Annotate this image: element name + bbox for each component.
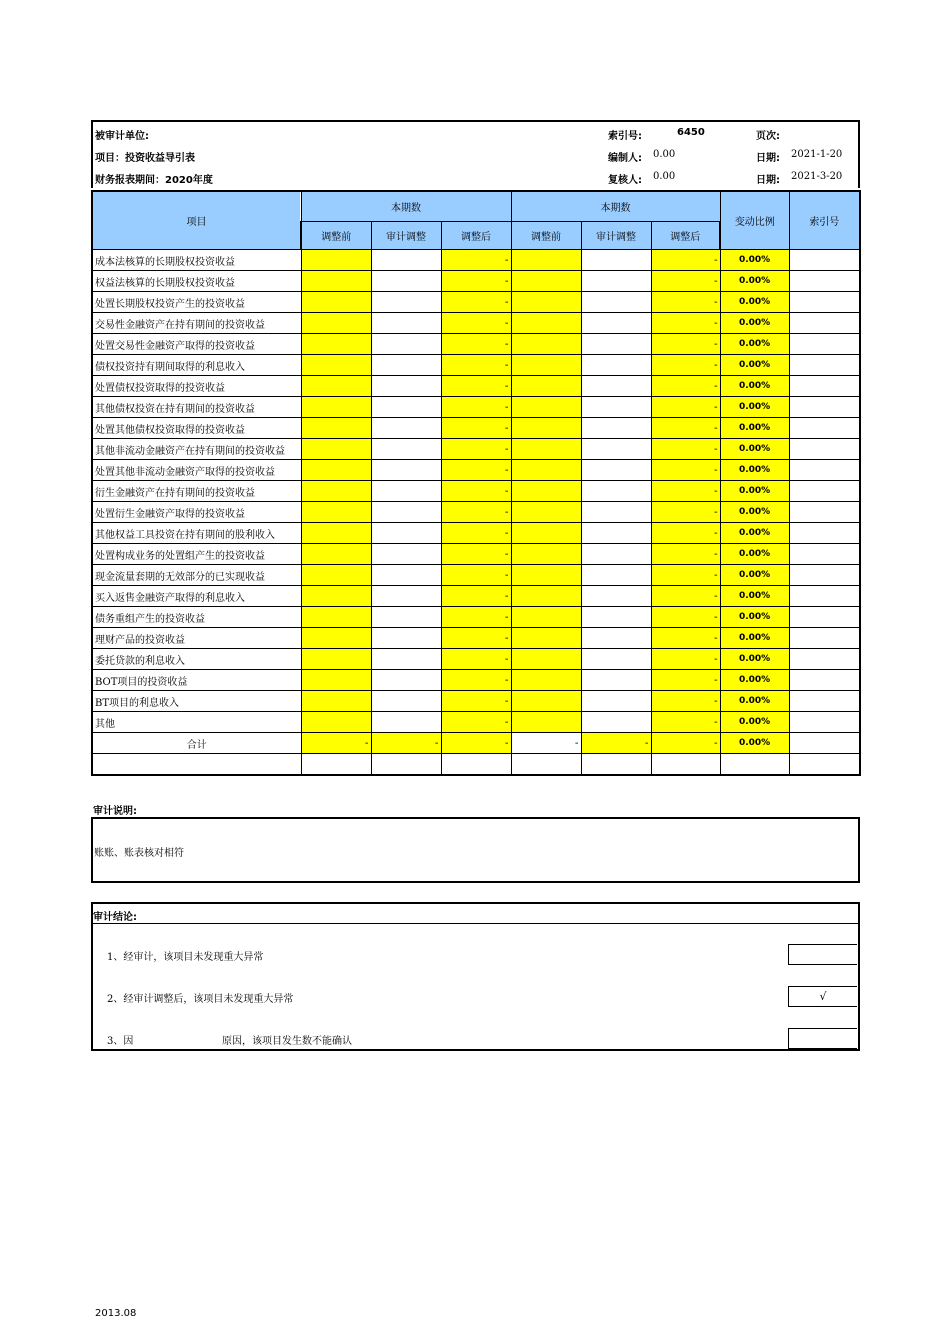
change-ratio-cell: 0.00%	[720, 691, 789, 712]
row-label: 债权投资持有期间取得的利息收入	[92, 355, 301, 376]
before-1-cell[interactable]	[301, 439, 371, 460]
sub-col-adjust-1: 审计调整	[371, 222, 441, 250]
adjust-2-cell[interactable]	[581, 712, 651, 733]
adjust-1-cell[interactable]	[371, 439, 441, 460]
table-row	[92, 502, 860, 523]
adjust-2-cell[interactable]	[581, 439, 651, 460]
row-label: 其他债权投资在持有期间的投资收益	[92, 397, 301, 418]
after-2-cell: -	[651, 313, 720, 334]
before-1-cell[interactable]	[301, 544, 371, 565]
row-label: 理财产品的投资收益	[92, 628, 301, 649]
before-2-cell[interactable]	[511, 481, 581, 502]
table-row	[92, 460, 860, 481]
change-ratio-cell: 0.00%	[720, 271, 789, 292]
after-2-cell: -	[651, 670, 720, 691]
total-ratio-cell: 0.00%	[720, 733, 789, 754]
adjust-1-cell[interactable]	[371, 376, 441, 397]
before-2-cell[interactable]	[511, 313, 581, 334]
change-ratio-cell: 0.00%	[720, 586, 789, 607]
audit-note-title: 审计说明:	[93, 806, 137, 817]
conclusion-box	[91, 902, 860, 1051]
index-ref-cell[interactable]	[789, 523, 860, 544]
row-label: 处置交易性金融资产取得的投资收益	[92, 334, 301, 355]
table-row	[92, 544, 860, 565]
adjust-2-cell[interactable]	[581, 313, 651, 334]
after-1-cell: -	[441, 355, 511, 376]
index-ref-cell[interactable]	[789, 334, 860, 355]
change-ratio-cell: 0.00%	[720, 397, 789, 418]
after-2-cell: -	[651, 481, 720, 502]
after-1-cell: -	[441, 439, 511, 460]
change-ratio-cell: 0.00%	[720, 670, 789, 691]
before-2-cell[interactable]	[511, 376, 581, 397]
after-1-cell: -	[441, 334, 511, 355]
after-2-cell: -	[651, 502, 720, 523]
adjust-1-cell[interactable]	[371, 460, 441, 481]
before-2-cell[interactable]	[511, 523, 581, 544]
table-row	[92, 670, 860, 691]
adjust-1-cell[interactable]	[371, 586, 441, 607]
row-label: BOT项目的投资收益	[92, 670, 301, 691]
before-1-cell[interactable]	[301, 271, 371, 292]
table-row	[92, 439, 860, 460]
row-label: 委托贷款的利息收入	[92, 649, 301, 670]
index-ref-cell[interactable]	[789, 628, 860, 649]
total-row	[92, 733, 860, 754]
after-1-cell: -	[441, 376, 511, 397]
index-ref-cell[interactable]	[789, 418, 860, 439]
total-value-cell: -	[581, 733, 651, 754]
after-2-cell: -	[651, 712, 720, 733]
row-label: 债务重组产生的投资收益	[92, 607, 301, 628]
after-2-cell: -	[651, 649, 720, 670]
date1-label: 日期:	[756, 153, 780, 164]
adjust-2-cell[interactable]	[581, 691, 651, 712]
table-row	[92, 355, 860, 376]
preparer-label: 编制人:	[608, 153, 642, 164]
row-label: 其他权益工具投资在持有期间的股利收入	[92, 523, 301, 544]
adjust-1-cell[interactable]	[371, 670, 441, 691]
index-ref-cell[interactable]	[789, 355, 860, 376]
before-1-cell[interactable]	[301, 649, 371, 670]
before-2-cell[interactable]	[511, 271, 581, 292]
audit-note-text: 账账、账表核对相符	[94, 848, 184, 859]
table-row	[92, 523, 860, 544]
change-ratio-cell: 0.00%	[720, 376, 789, 397]
after-1-cell: -	[441, 502, 511, 523]
after-2-cell: -	[651, 334, 720, 355]
period-label: 财务报表期间：2020年度	[95, 175, 213, 186]
reviewer-value: 0.00	[653, 171, 676, 182]
after-2-cell: -	[651, 397, 720, 418]
adjust-1-cell[interactable]	[371, 565, 441, 586]
total-value-cell: -	[371, 733, 441, 754]
adjust-2-cell[interactable]	[581, 565, 651, 586]
adjust-1-cell[interactable]	[371, 355, 441, 376]
after-1-cell: -	[441, 712, 511, 733]
adjust-2-cell[interactable]	[581, 607, 651, 628]
index-ref-cell[interactable]	[789, 586, 860, 607]
after-1-cell: -	[441, 250, 511, 271]
conclusion-checkbox-3[interactable]	[788, 1028, 857, 1049]
before-2-cell[interactable]	[511, 649, 581, 670]
row-label: 处置其他非流动金融资产取得的投资收益	[92, 460, 301, 481]
after-2-cell: -	[651, 250, 720, 271]
change-ratio-cell: 0.00%	[720, 502, 789, 523]
change-ratio-cell: 0.00%	[720, 712, 789, 733]
change-ratio-cell: 0.00%	[720, 649, 789, 670]
adjust-1-cell[interactable]	[371, 544, 441, 565]
index-ref-cell[interactable]	[789, 691, 860, 712]
adjust-2-cell[interactable]	[581, 649, 651, 670]
adjust-2-cell[interactable]	[581, 355, 651, 376]
adjust-2-cell[interactable]	[581, 544, 651, 565]
before-1-cell[interactable]	[301, 418, 371, 439]
after-2-cell: -	[651, 565, 720, 586]
audited-unit-label: 被审计单位:	[95, 131, 149, 142]
row-label: 交易性金融资产在持有期间的投资收益	[92, 313, 301, 334]
total-index-cell[interactable]	[789, 733, 860, 754]
table-row	[92, 250, 860, 271]
change-ratio-cell: 0.00%	[720, 607, 789, 628]
after-1-cell: -	[441, 397, 511, 418]
after-2-cell: -	[651, 271, 720, 292]
before-2-cell[interactable]	[511, 586, 581, 607]
after-1-cell: -	[441, 565, 511, 586]
adjust-1-cell[interactable]	[371, 418, 441, 439]
row-label: 现金流量套期的无效部分的已实现收益	[92, 565, 301, 586]
before-2-cell[interactable]	[511, 355, 581, 376]
table-row	[92, 712, 860, 733]
group-current-header-2: 本期数	[511, 191, 720, 222]
change-ratio-cell: 0.00%	[720, 481, 789, 502]
preparer-value: 0.00	[653, 149, 676, 160]
index-ref-cell[interactable]	[789, 250, 860, 271]
index-value: 6450	[677, 127, 705, 138]
table-row	[92, 376, 860, 397]
blank-cell[interactable]	[511, 754, 581, 776]
after-1-cell: -	[441, 292, 511, 313]
before-2-cell[interactable]	[511, 397, 581, 418]
before-1-cell[interactable]	[301, 502, 371, 523]
blank-row	[92, 754, 860, 776]
table-row	[92, 292, 860, 313]
table-row	[92, 586, 860, 607]
adjust-2-cell[interactable]	[581, 460, 651, 481]
adjust-1-cell[interactable]	[371, 691, 441, 712]
after-2-cell: -	[651, 628, 720, 649]
sub-col-after-1: 调整后	[441, 222, 511, 250]
before-1-cell[interactable]	[301, 397, 371, 418]
row-label: 其他非流动金融资产在持有期间的投资收益	[92, 439, 301, 460]
adjust-1-cell[interactable]	[371, 334, 441, 355]
after-1-cell: -	[441, 313, 511, 334]
conclusion-title: 审计结论:	[93, 912, 137, 923]
row-label: 处置债权投资取得的投资收益	[92, 376, 301, 397]
row-label: BT项目的利息收入	[92, 691, 301, 712]
blank-cell[interactable]	[371, 754, 441, 776]
before-1-cell[interactable]	[301, 670, 371, 691]
sub-col-adjust-2: 审计调整	[581, 222, 651, 250]
before-2-cell[interactable]	[511, 544, 581, 565]
after-2-cell: -	[651, 292, 720, 313]
table-row	[92, 334, 860, 355]
after-1-cell: -	[441, 691, 511, 712]
after-1-cell: -	[441, 649, 511, 670]
index-ref-cell[interactable]	[789, 376, 860, 397]
audit-note-box	[91, 817, 860, 883]
table-row	[92, 418, 860, 439]
before-1-cell[interactable]	[301, 586, 371, 607]
row-label: 衍生金融资产在持有期间的投资收益	[92, 481, 301, 502]
adjust-1-cell[interactable]	[371, 502, 441, 523]
change-ratio-cell: 0.00%	[720, 544, 789, 565]
adjust-1-cell[interactable]	[371, 481, 441, 502]
before-1-cell[interactable]	[301, 292, 371, 313]
before-2-cell[interactable]	[511, 607, 581, 628]
before-2-cell[interactable]	[511, 670, 581, 691]
adjust-1-cell[interactable]	[371, 250, 441, 271]
date2-label: 日期:	[756, 175, 780, 186]
index-ref-cell[interactable]	[789, 271, 860, 292]
change-ratio-cell: 0.00%	[720, 460, 789, 481]
before-2-cell[interactable]	[511, 565, 581, 586]
adjust-2-cell[interactable]	[581, 502, 651, 523]
before-2-cell[interactable]	[511, 691, 581, 712]
conclusion-item-1: 1、经审计，该项目未发现重大异常	[107, 952, 264, 963]
after-1-cell: -	[441, 481, 511, 502]
before-1-cell[interactable]	[301, 376, 371, 397]
adjust-1-cell[interactable]	[371, 628, 441, 649]
before-1-cell[interactable]	[301, 334, 371, 355]
before-1-cell[interactable]	[301, 313, 371, 334]
col-change-header: 变动比例	[720, 191, 789, 250]
after-2-cell: -	[651, 460, 720, 481]
adjust-2-cell[interactable]	[581, 586, 651, 607]
workpaper-header	[91, 120, 860, 188]
template-version: 2013.08	[95, 1308, 137, 1319]
change-ratio-cell: 0.00%	[720, 628, 789, 649]
index-ref-cell[interactable]	[789, 670, 860, 691]
change-ratio-cell: 0.00%	[720, 523, 789, 544]
index-ref-cell[interactable]	[789, 313, 860, 334]
before-2-cell[interactable]	[511, 712, 581, 733]
after-2-cell: -	[651, 586, 720, 607]
before-2-cell[interactable]	[511, 250, 581, 271]
before-1-cell[interactable]	[301, 523, 371, 544]
before-1-cell[interactable]	[301, 481, 371, 502]
table-row	[92, 565, 860, 586]
adjust-2-cell[interactable]	[581, 292, 651, 313]
after-1-cell: -	[441, 670, 511, 691]
before-1-cell[interactable]	[301, 691, 371, 712]
before-2-cell[interactable]	[511, 628, 581, 649]
index-ref-cell[interactable]	[789, 460, 860, 481]
after-1-cell: -	[441, 523, 511, 544]
adjust-1-cell[interactable]	[371, 397, 441, 418]
after-2-cell: -	[651, 691, 720, 712]
blank-cell[interactable]	[581, 754, 651, 776]
before-2-cell[interactable]	[511, 502, 581, 523]
table-row	[92, 628, 860, 649]
index-ref-cell[interactable]	[789, 565, 860, 586]
total-value-cell: -	[301, 733, 371, 754]
index-ref-cell[interactable]	[789, 292, 860, 313]
blank-cell[interactable]	[92, 754, 301, 776]
change-ratio-cell: 0.00%	[720, 355, 789, 376]
after-1-cell: -	[441, 271, 511, 292]
change-ratio-cell: 0.00%	[720, 565, 789, 586]
total-value-cell: -	[511, 733, 581, 754]
conclusion-checkbox-2[interactable]: √	[788, 986, 857, 1007]
change-ratio-cell: 0.00%	[720, 313, 789, 334]
row-label: 成本法核算的长期股权投资收益	[92, 250, 301, 271]
blank-cell[interactable]	[720, 754, 789, 776]
adjust-2-cell[interactable]	[581, 418, 651, 439]
adjust-1-cell[interactable]	[371, 523, 441, 544]
adjust-2-cell[interactable]	[581, 250, 651, 271]
row-label: 处置衍生金融资产取得的投资收益	[92, 502, 301, 523]
total-value-cell: -	[441, 733, 511, 754]
row-label: 权益法核算的长期股权投资收益	[92, 271, 301, 292]
after-2-cell: -	[651, 607, 720, 628]
blank-cell[interactable]	[789, 754, 860, 776]
adjust-2-cell[interactable]	[581, 376, 651, 397]
adjust-1-cell[interactable]	[371, 292, 441, 313]
index-ref-cell[interactable]	[789, 502, 860, 523]
index-ref-cell[interactable]	[789, 439, 860, 460]
before-1-cell[interactable]	[301, 565, 371, 586]
investment-income-table	[91, 190, 861, 776]
page-label: 页次:	[756, 131, 780, 142]
total-value-cell: -	[651, 733, 720, 754]
index-ref-cell[interactable]	[789, 481, 860, 502]
blank-cell[interactable]	[651, 754, 720, 776]
before-2-cell[interactable]	[511, 460, 581, 481]
table-row	[92, 649, 860, 670]
before-1-cell[interactable]	[301, 628, 371, 649]
index-ref-cell[interactable]	[789, 397, 860, 418]
row-label: 处置构成业务的处置组产生的投资收益	[92, 544, 301, 565]
row-label: 其他	[92, 712, 301, 733]
row-label: 处置长期股权投资产生的投资收益	[92, 292, 301, 313]
table-row	[92, 313, 860, 334]
reviewer-label: 复核人:	[608, 175, 642, 186]
before-2-cell[interactable]	[511, 292, 581, 313]
after-2-cell: -	[651, 439, 720, 460]
change-ratio-cell: 0.00%	[720, 439, 789, 460]
table-row	[92, 691, 860, 712]
row-label: 买入返售金融资产取得的利息收入	[92, 586, 301, 607]
index-label: 索引号:	[608, 131, 642, 142]
adjust-1-cell[interactable]	[371, 607, 441, 628]
before-1-cell[interactable]	[301, 712, 371, 733]
index-ref-cell[interactable]	[789, 649, 860, 670]
conclusion-item-3-prefix: 3、因	[107, 1036, 134, 1047]
after-2-cell: -	[651, 355, 720, 376]
adjust-2-cell[interactable]	[581, 481, 651, 502]
after-1-cell: -	[441, 460, 511, 481]
table-row	[92, 481, 860, 502]
adjust-2-cell[interactable]	[581, 397, 651, 418]
table-row	[92, 397, 860, 418]
after-1-cell: -	[441, 418, 511, 439]
col-index-header: 索引号	[789, 191, 860, 250]
adjust-2-cell[interactable]	[581, 670, 651, 691]
table-row	[92, 607, 860, 628]
after-1-cell: -	[441, 628, 511, 649]
date1-value: 2021-1-20	[791, 149, 843, 160]
blank-cell[interactable]	[441, 754, 511, 776]
adjust-2-cell[interactable]	[581, 523, 651, 544]
after-2-cell: -	[651, 544, 720, 565]
total-label: 合计	[92, 733, 301, 754]
after-2-cell: -	[651, 418, 720, 439]
before-1-cell[interactable]	[301, 250, 371, 271]
sub-col-before-2: 调整前	[511, 222, 581, 250]
conclusion-checkbox-1[interactable]	[788, 944, 857, 965]
change-ratio-cell: 0.00%	[720, 418, 789, 439]
col-item-header: 项目	[92, 191, 301, 250]
adjust-1-cell[interactable]	[371, 313, 441, 334]
date2-value: 2021-3-20	[791, 171, 843, 182]
table-row	[92, 271, 860, 292]
change-ratio-cell: 0.00%	[720, 250, 789, 271]
blank-cell[interactable]	[301, 754, 371, 776]
conclusion-item-2: 2、经审计调整后，该项目未发现重大异常	[107, 994, 294, 1005]
adjust-2-cell[interactable]	[581, 271, 651, 292]
sub-col-before-1: 调整前	[301, 222, 371, 250]
after-2-cell: -	[651, 523, 720, 544]
before-2-cell[interactable]	[511, 439, 581, 460]
after-2-cell: -	[651, 376, 720, 397]
row-label: 处置其他债权投资取得的投资收益	[92, 418, 301, 439]
adjust-2-cell[interactable]	[581, 334, 651, 355]
adjust-1-cell[interactable]	[371, 649, 441, 670]
adjust-1-cell[interactable]	[371, 271, 441, 292]
before-1-cell[interactable]	[301, 355, 371, 376]
project-label: 项目：投资收益导引表	[95, 153, 195, 164]
group-current-header-1: 本期数	[301, 191, 511, 222]
change-ratio-cell: 0.00%	[720, 334, 789, 355]
before-2-cell[interactable]	[511, 334, 581, 355]
sub-col-after-2: 调整后	[651, 222, 720, 250]
index-ref-cell[interactable]	[789, 544, 860, 565]
index-ref-cell[interactable]	[789, 607, 860, 628]
before-1-cell[interactable]	[301, 607, 371, 628]
after-1-cell: -	[441, 544, 511, 565]
index-ref-cell[interactable]	[789, 712, 860, 733]
before-1-cell[interactable]	[301, 460, 371, 481]
after-1-cell: -	[441, 607, 511, 628]
change-ratio-cell: 0.00%	[720, 292, 789, 313]
before-2-cell[interactable]	[511, 418, 581, 439]
adjust-2-cell[interactable]	[581, 628, 651, 649]
conclusion-item-3-suffix: 原因，该项目发生数不能确认	[222, 1036, 352, 1047]
after-1-cell: -	[441, 586, 511, 607]
adjust-1-cell[interactable]	[371, 712, 441, 733]
